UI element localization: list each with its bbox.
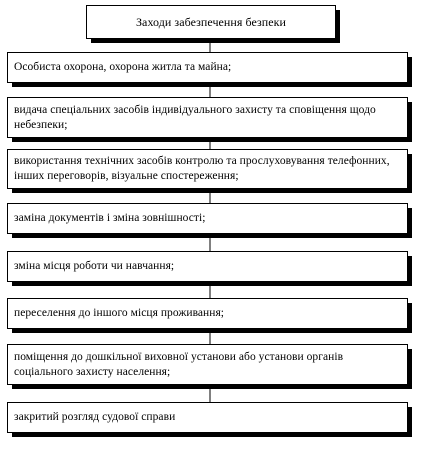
measure-text: використання технічних засобів контролю та прослуховування телефонних, інших переговорів, візуальне спостереження;	[14, 155, 390, 182]
measure-box-relocation	[7, 298, 408, 329]
diagram-title	[86, 5, 336, 39]
measure-box-workplace-change	[7, 251, 408, 282]
measure-text: видача спеціальних засобів індивідуального захисту та сповіщення щодо небезпеки;	[14, 103, 376, 131]
measure-text: переселення до іншого місця проживання;	[14, 307, 225, 319]
measure-box-protective-equipment	[7, 97, 408, 138]
measure-text: закритий розгляд судової справи	[14, 411, 176, 423]
measure-text: заміна документів і зміна зовнішності;	[14, 212, 206, 224]
measure-box-closed-trial	[7, 402, 408, 433]
measure-text: Особиста охорона, охорона житла та майна;	[14, 61, 232, 73]
diagram-title-text: Заходи забезпечення безпеки	[136, 14, 286, 29]
measure-box-technical-surveillance	[7, 149, 408, 189]
measure-box-personal-protection	[7, 52, 408, 83]
measure-text: зміна місця роботи чи навчання;	[14, 260, 175, 272]
measure-box-document-replacement	[7, 203, 408, 234]
measure-box-institution-placement	[7, 344, 408, 385]
measure-text: поміщення до дошкільної виховної установи або установи органів соціального захисту населення;	[14, 350, 344, 378]
